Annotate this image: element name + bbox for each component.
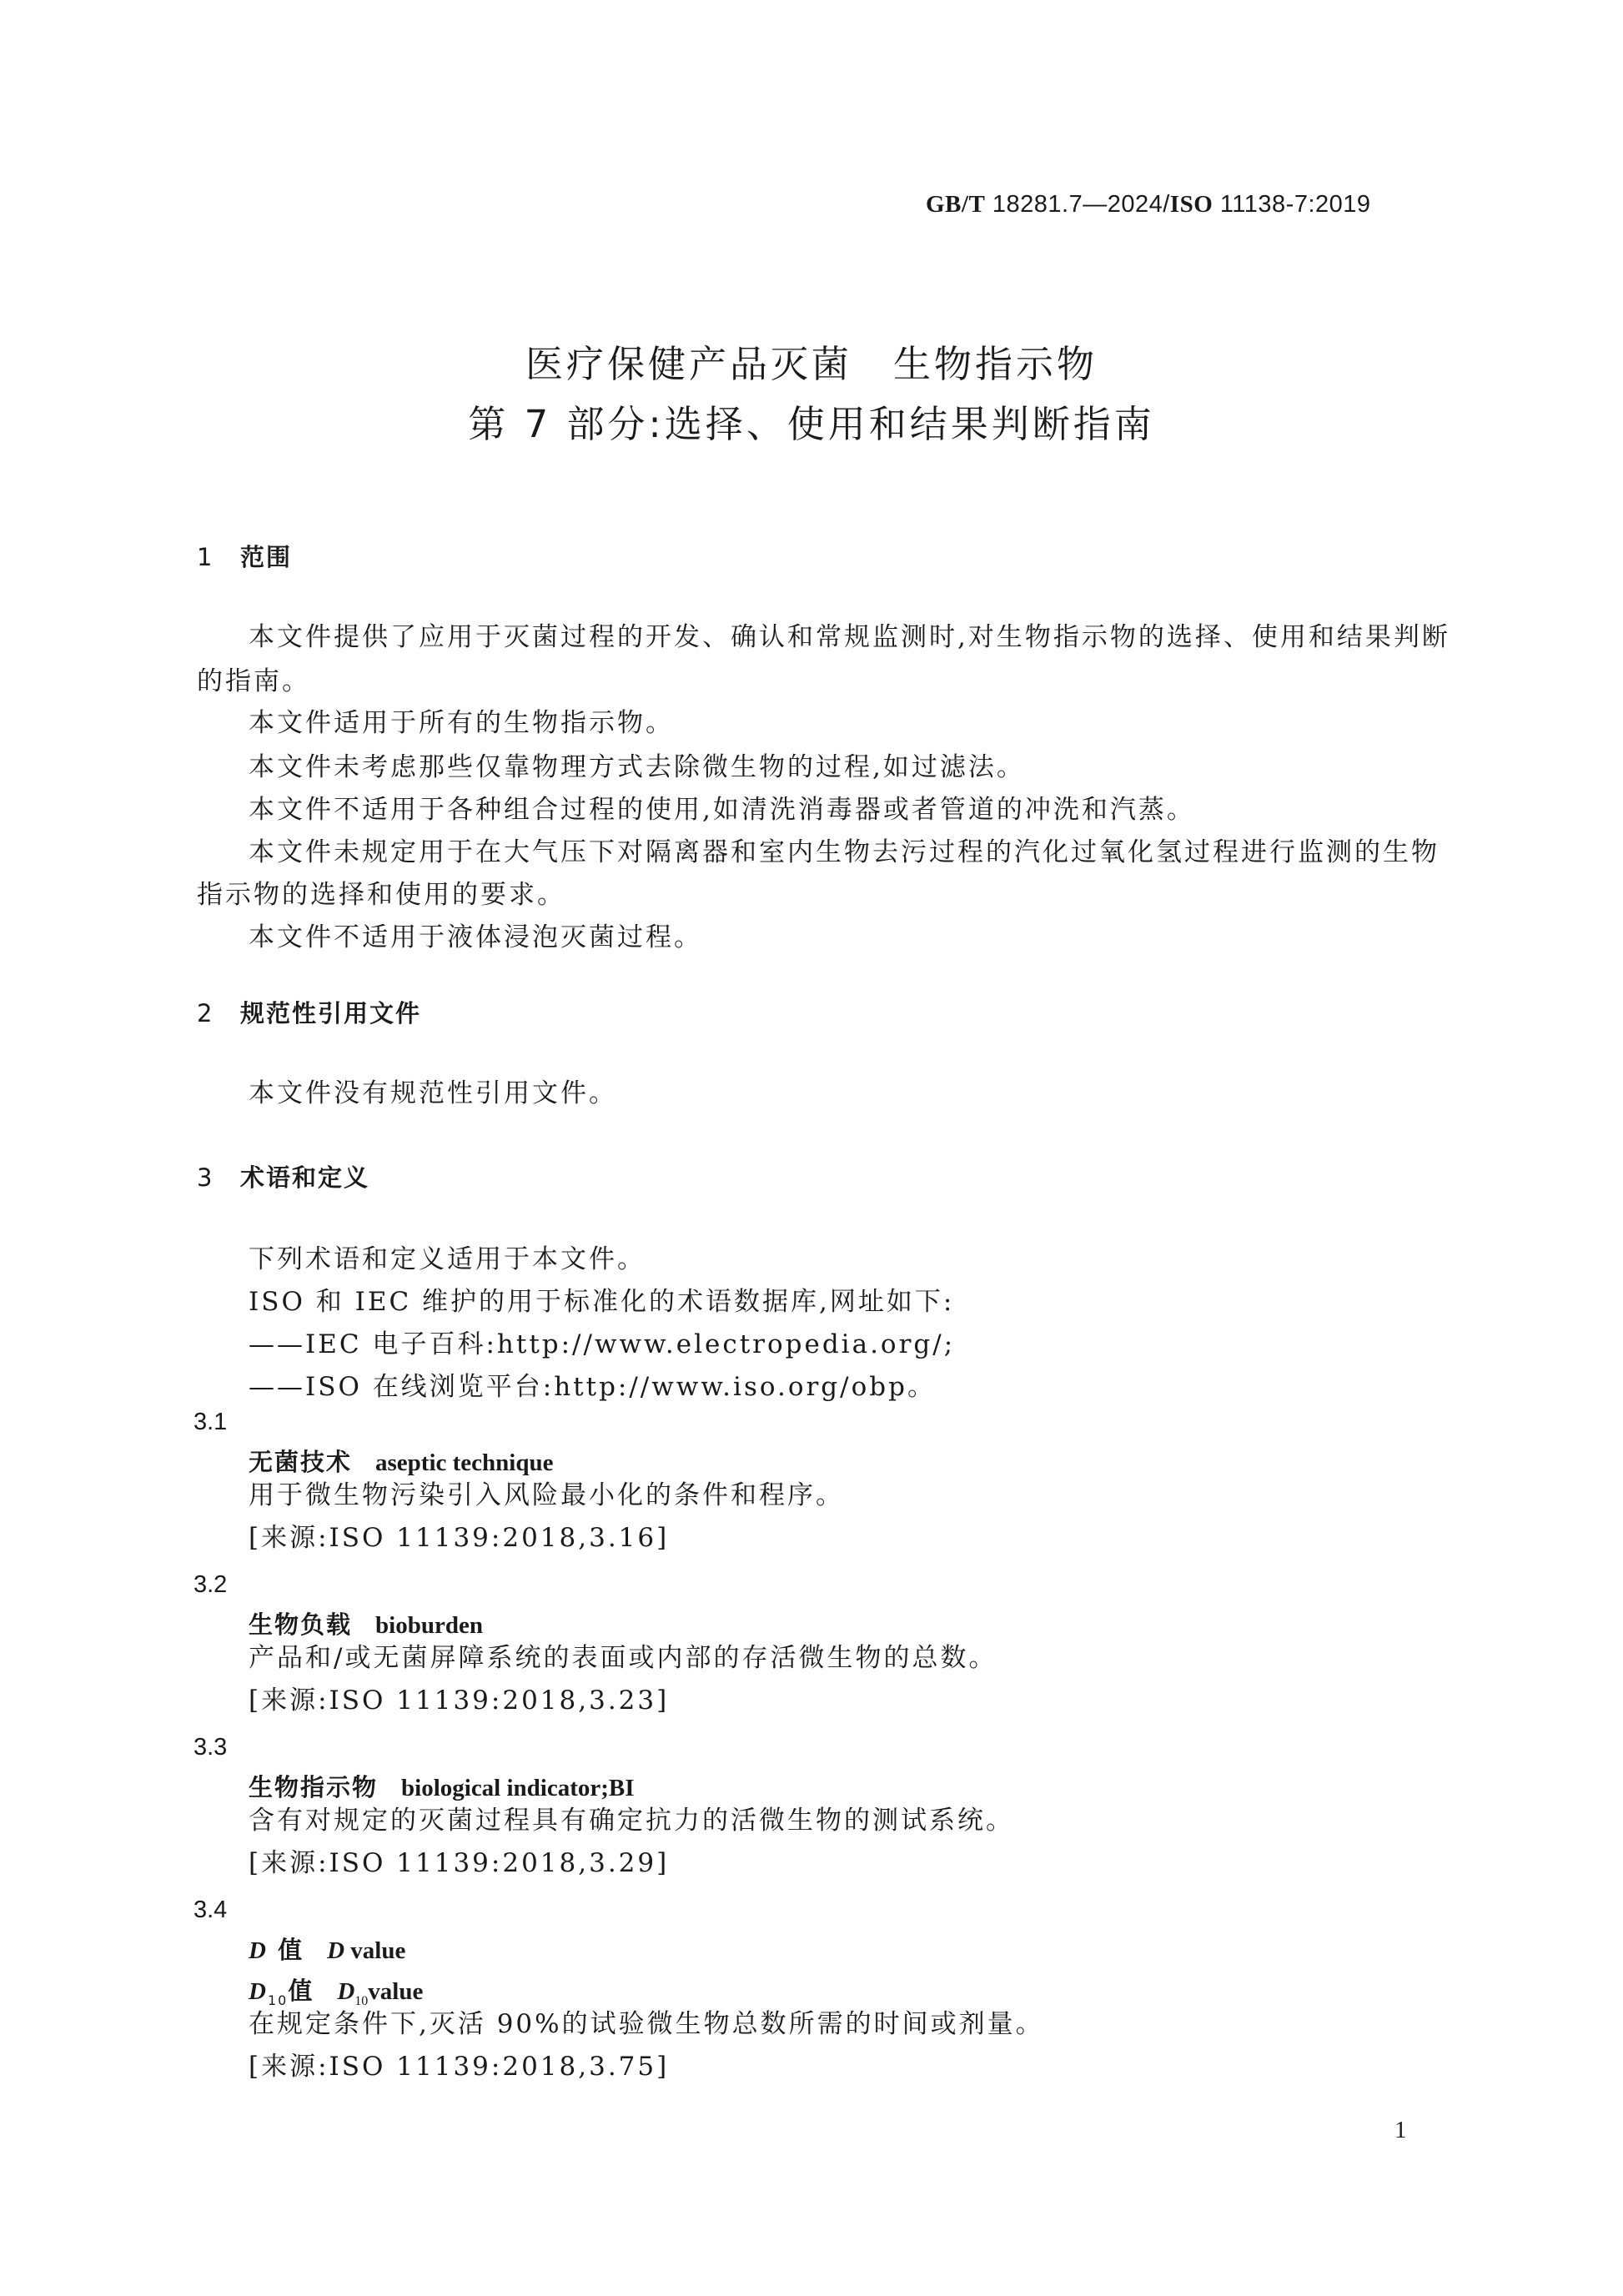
term-3-4-zh: 值 [278,1936,304,1964]
term-3-3-en: biological indicator;BI [401,1775,635,1801]
term-3-2-en: bioburden [375,1612,483,1639]
term-3-2-name [249,1606,483,1640]
section-1-paragraph-3: 本文件未考虑那些仅靠物理方式去除微生物的过程,如过滤法。 [249,752,1025,782]
term-3-4-en-symbol: D [327,1937,345,1964]
section-1-paragraph-2: 本文件适用于所有的生物指示物。 [249,708,674,738]
term-3-4-en-wrap [327,1937,405,1964]
term-3-4-alt-zh-subscript: 10 [267,1992,289,2008]
section-3-title: 术语和定义 [240,1163,370,1192]
section-1-heading [197,539,292,573]
section-1-paragraph-5-line-1: 本文件未规定用于在大气压下对隔离器和室内生物去污过程的汽化过氧化氢过程进行监测的生物 [249,837,1440,867]
term-3-4-zh-symbol: D [249,1937,268,1964]
term-3-4-name [249,1932,405,1966]
term-3-1-definition: 用于微生物污染引入风险最小化的条件和程序。 [249,1480,844,1510]
section-3-paragraph-2: ISO 和 IEC 维护的用于标准化的术语数据库,网址如下: [249,1287,955,1317]
term-3-4-alt-en-symbol: D [337,1978,355,2005]
section-1-paragraph-1-line-1: 本文件提供了应用于灭菌过程的开发、确认和常规监测时,对生物指示物的选择、使用和结果判断 [249,622,1450,652]
term-3-4-alt-zh-symbol: D [249,1978,268,2005]
section-2-paragraph-1: 本文件没有规范性引用文件。 [249,1078,617,1108]
section-3-paragraph-1: 下列术语和定义适用于本文件。 [249,1244,646,1274]
document-title-line-1: 医疗保健产品灭菌 生物指示物 [525,342,1098,386]
section-2-heading [197,995,421,1029]
term-3-2-zh: 生物负载 [249,1610,353,1639]
standard-code [926,191,1371,219]
term-3-1-source: [来源:ISO 11139:2018,3.16] [249,1523,670,1553]
term-3-1-en: aseptic technique [375,1449,554,1476]
term-3-3-source: [来源:ISO 11139:2018,3.29] [249,1848,670,1878]
page-number: 1 [1394,2117,1407,2143]
section-3-paragraph-4: ——ISO 在线浏览平台:http://www.iso.org/obp。 [249,1372,936,1402]
section-2-title: 规范性引用文件 [240,999,422,1027]
term-3-2-number: 3.2 [193,1571,228,1598]
section-3-paragraph-3: ——IEC 电子百科:http://www.electropedia.org/; [249,1329,956,1359]
section-1-paragraph-1-line-2: 的指南。 [197,666,310,696]
section-1-paragraph-6: 本文件不适用于液体浸泡灭菌过程。 [249,922,702,952]
section-1-title: 范围 [240,543,293,571]
section-2-number: 2 [197,999,214,1027]
section-3-heading [197,1159,369,1193]
term-3-4-alt-en-wrap [337,1978,424,2008]
term-3-4-alt-zh: 值 [288,1977,314,2005]
term-3-1-number: 3.1 [193,1409,228,1435]
term-3-4-en: value [350,1937,406,1964]
term-3-1-zh: 无菌技术 [249,1448,353,1476]
term-3-3-definition: 含有对规定的灭菌过程具有确定抗力的活微生物的测试系统。 [249,1806,1014,1836]
term-3-2-source: [来源:ISO 11139:2018,3.23] [249,1686,670,1716]
term-3-4-source: [来源:ISO 11139:2018,3.75] [249,2052,670,2082]
term-3-2-definition: 产品和/或无菌屏障系统的表面或内部的存活微生物的总数。 [249,1643,997,1673]
term-3-3-number: 3.3 [193,1734,228,1761]
standard-code-number: 18281.7—2024/ [985,191,1170,218]
section-1-number: 1 [197,543,214,571]
term-3-4-alt-en: value [368,1978,424,2005]
document-title-line-2: 第 7 部分:选择、使用和结果判断指南 [468,402,1155,446]
term-3-4-number: 3.4 [193,1897,228,1923]
term-3-1-name [249,1444,553,1478]
term-3-3-zh: 生物指示物 [249,1773,379,1801]
term-3-4-definition: 在规定条件下,灭活 90%的试验微生物总数所需的时间或剂量。 [249,2009,1044,2039]
standard-code-gbt: GB/T [926,191,986,218]
standard-code-iso: ISO [1169,191,1213,218]
section-1-paragraph-4: 本文件不适用于各种组合过程的使用,如清洗消毒器或者管道的冲洗和汽蒸。 [249,795,1195,825]
standard-code-iso-number: 11138-7:2019 [1213,191,1371,218]
term-3-4-alt-en-subscript: 10 [354,1993,369,2008]
term-3-3-name [249,1769,635,1803]
section-1-paragraph-5-line-2: 指示物的选择和使用的要求。 [197,880,565,910]
section-3-number: 3 [197,1163,214,1192]
